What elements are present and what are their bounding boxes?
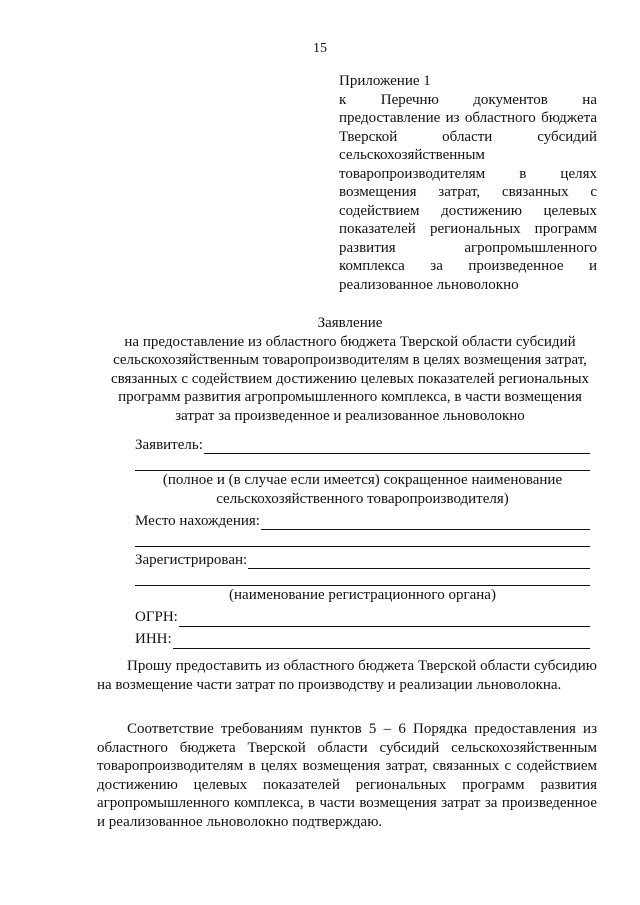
registered-hint: (наименование регистрационного органа) [229,587,496,603]
applicant-form [135,432,590,649]
inn-label: ИНН: [135,631,172,647]
applicant-label: Заявитель: [135,436,203,453]
location-row [135,508,590,530]
page-number: 15 [313,41,327,56]
document-title: Заявление [317,315,383,331]
appendix-block [339,72,597,294]
applicant-hint: (полное и (в случае если имеется) сокращенное наименование сельскохозяйственного товаропроизводителя) [162,472,563,507]
applicant-field[interactable] [204,439,590,454]
document-subtitle: на предоставление из областного бюджета Тверской области субсидий сельскохозяйственным товаропроизводителям в целях возмещения затрат, связанных с содействием достижению целевых показателей региональных программ развития агропромышленного комплекса, в части возмещения затрат за произведенное и реализованное льноволокно [110,333,590,424]
compliance-paragraph: Соответствие требованиям пунктов 5 – 6 Порядка предоставления из областного бюджета Тверской области субсидий сельскохозяйственным товаропроизводителям в целях возмещения затрат, связанных с содействием достижению целевых показателей региональных программ развития агропромышленного комплекса, в части возмещения затрат за произведенное и реализованное льноволокно подтверждаю. [97,721,597,830]
registered-field[interactable] [248,554,590,569]
registered-row [135,547,590,569]
registered-field-continued[interactable] [135,569,590,586]
ogrn-label: ОГРН: [135,609,178,625]
applicant-row [135,432,590,454]
applicant-field-continued[interactable] [135,454,590,471]
document-heading [105,314,595,425]
appendix-body: к Перечню документов на предоставление из областного бюджета Тверской области субсидий сельскохозяйственным товаропроизводителям в целях возмещения затрат, связанных с содействием достижению целевых показателей региональных программ развития агропромышленного комплекса за произведенное и реализованное льноволокно [339,91,597,293]
request-paragraph: Прошу предоставить из областного бюджета Тверской области субсидию на возмещение части затрат по производству и реализации льноволокна. [97,658,597,693]
location-field[interactable] [261,515,590,530]
ogrn-field[interactable] [179,612,590,627]
location-label: Место нахождения: [135,512,260,529]
inn-field[interactable] [173,634,590,649]
location-field-continued[interactable] [135,530,590,547]
inn-row [135,627,590,649]
appendix-title: Приложение 1 [339,73,431,89]
registered-label: Зарегистрирован: [135,551,248,568]
ogrn-row [135,605,590,627]
